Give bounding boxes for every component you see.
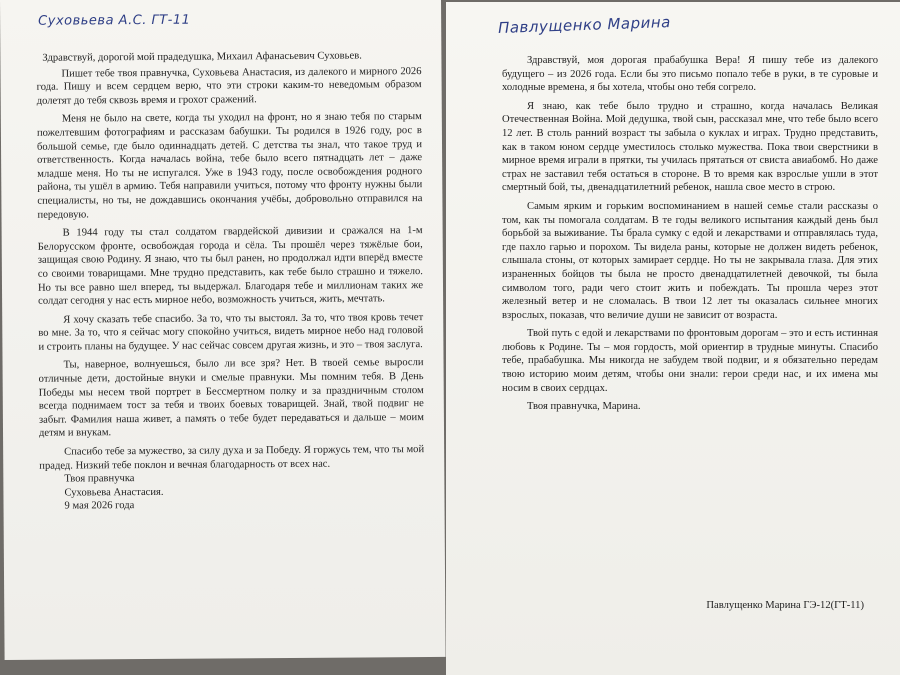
letter-page-right (446, 2, 900, 675)
letter-paragraph: Самым ярким и горьким воспоминанием в нашей семье стали рассказы о том, как ты помогала солдатам. В те годы великого испытания каждый день был борьбой за выживание. Ты брала сумку с едой и лекарствами и отправлялась туда, где пахло гарью и порохом. Ты видела раны, которые не должен видеть ребенок, слышала стоны, от которых замирает сердце. Но ты не закрывала глаза. Для этих израненных бойцов ты была не просто двенадцатилетней девочкой, ты была символом того, ради чего стоит жить и побеждать. Ты прошла через этот железный ветер и не сломалась. В твои 12 лет ты оказалась сильнее многих взрослых, показав, что величие души не зависит от возраста. (502, 200, 878, 321)
footer-signature: Павлущенко Марина ГЭ-12(ГТ-11) (706, 600, 864, 611)
letter-paragraph: Меня не было на свете, когда ты уходил на фронт, но я знаю тебя по старым пожелтевшим фотографиям и рассказам бабушки. Ты родился в 1926 году, рос в большой семье, где было одиннадцать детей. С детства ты знал, что такое труд и ответственность. Когда началась война, тебе было всего пятнадцать лет – даже младше меня. Но ты не испугался. Уже в 1943 году, после освобождения родного района, ты ушёл в армию. Тебя направили учиться, потому что фронту нужны были специалисты, но ты, не дождавшись окончания учёбы, добровольно отправился на передовую. (36, 111, 423, 221)
letter-paragraph: Твой путь с едой и лекарствами по фронтовым дорогам – это и есть истинная любовь к Родине. Ты – моя гордость, мой ориентир в трудные минуты. Спасибо тебе, прабабушка. Мы никогда не забудем твой подвиг, и я обязательно передам твою историю моим детям, чтобы они знали: герои среди нас, и их имена мы носим в своих сердцах. (502, 328, 878, 394)
letter-closing-right: Твоя правнучка, Марина. (527, 401, 641, 413)
letter-body-left (36, 49, 424, 473)
closing-date: 9 мая 2026 года (64, 500, 135, 512)
letter-greeting: Здравствуй, дорогой мой прадедушка, Михаил Афанасьевич Суховьев. (42, 50, 362, 64)
letter-paragraph: Я хочу сказать тебе спасибо. За то, что ты выстоял. За то, что твоя кровь течет во мне. За то, что я сейчас могу спокойно учиться, видеть мирное небо над головой и строить планы на будущее. У нас сейчас совсем другая жизнь, и это – твоя заслуга. (38, 311, 424, 353)
letter-paragraph: Спасибо тебе за мужество, за силу духа и за Победу. Я горжусь тем, что ты мой прадед. Низкий тебе поклон и вечная благодарность от всех нас. (39, 444, 425, 472)
letter-paragraph: Ты, наверное, волнуешься, было ли все зря? Нет. В твоей семье выросли отличные дети, достойные внуки и смелые правнуки. Мы помним тебя. В День Победы мы несем твой портрет в Бессмертном полку и за праздничным столом всегда поднимаем тост за тебя и твоих боевых товарищей. Знай, твой подвиг не забыт. Фамилия наша живет, а память о тебе будет передаваться и дальше – моим детям и внукам. (38, 357, 424, 440)
letter-paragraph: Пишет тебе твоя правнучка, Суховьева Анастасия, из далекого и мирного 2026 года. Пишу и всем сердцем верю, что эти строки каким-то неведомым образом долетят до тебя сквозь время и грохот сражений. (36, 65, 422, 107)
handwritten-name-left: Суховьева А.С. ГТ-11 (38, 12, 191, 29)
letter-paragraph: Я знаю, как тебе было трудно и страшно, когда началась Великая Отечественная Война. Мой дедушка, твой сын, рассказал мне, что тебе было всего 12 лет. В столь ранний возраст ты забыла о куклах и играх. Трудно представить, как в таком юном сердце уместилось столько мужества. Пока твои сверстники в мирное время играли в прятки, ты училась прятаться от свиста авиабомб. Но даже страх не заставил тебя остаться в стороне. В то время как взрослые ушли в этот смертный бой, ты, двенадцатилетний ребенок, нашла свое место в строю. (502, 100, 878, 194)
letter-body-right (502, 54, 878, 414)
handwritten-name-right: Павлущенко Марина (497, 12, 672, 38)
letter-paragraph: В 1944 году ты стал солдатом гвардейской дивизии и сражался на 1-м Белорусском фронте, освобождая города и сёла. Ты прошёл через тяжёлые бои, защищая свою Родину. Я знаю, что ты был ранен, но продолжал идти вперёд вместе со своими товарищами. Мне трудно представить, как тебе было страшно и тяжело. Но ты все равно шел вперед, ты выдержал. Благодаря тебе и миллионам таких же солдат сегодня у нас есть мирное небо, возможность учиться, жить, мечтать. (37, 225, 424, 307)
closing-line: Твоя правнучка (64, 473, 135, 485)
letter-page-left (0, 0, 446, 660)
closing-line: Суховьева Анастасия. (64, 486, 164, 499)
letter-paragraph: Здравствуй, моя дорогая прабабушка Вера! Я пишу тебе из далекого будущего – из 2026 года. Если бы это письмо попало тебе в руки, в те суровые и холодные времена, я бы хотела, чтобы оно тебя согрело. (502, 55, 878, 94)
letter-closing-left (39, 470, 424, 513)
